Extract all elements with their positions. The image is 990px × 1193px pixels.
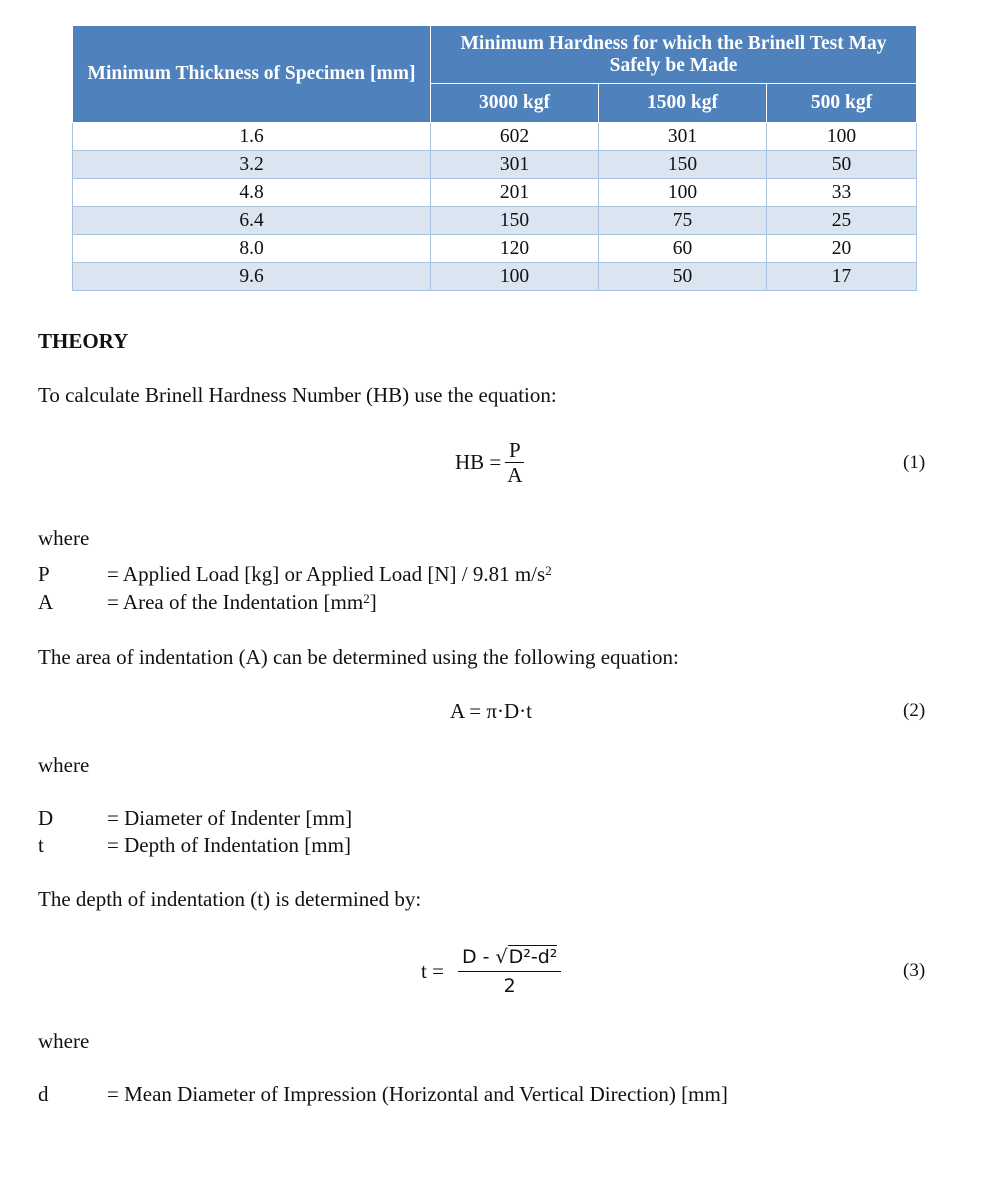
thickness-cell: 8.0 <box>73 235 431 263</box>
hardness-cell: 301 <box>431 151 599 179</box>
eq3-denominator: 2 <box>503 974 516 997</box>
hardness-cell: 201 <box>431 179 599 207</box>
hardness-cell: 17 <box>767 263 917 291</box>
eq1-numerator: P <box>509 437 521 462</box>
equation-3 <box>421 938 561 1004</box>
def-d-symbol: D <box>38 806 54 830</box>
thickness-cell: 3.2 <box>73 151 431 179</box>
hardness-cell: 60 <box>599 235 767 263</box>
table-row <box>73 263 917 291</box>
table-row <box>73 151 917 179</box>
hardness-cell: 50 <box>599 263 767 291</box>
eq3-lhs: t = <box>421 959 444 983</box>
def-d-text: = Diameter of Indenter [mm] <box>107 806 353 830</box>
eq1-number: (1) <box>903 452 926 473</box>
eq1-lhs: HB = <box>455 450 502 474</box>
eq1-denominator: A <box>507 462 523 487</box>
depth-intro: The depth of indentation (t) is determined by: <box>38 887 422 911</box>
hb-intro: To calculate Brinell Hardness Number (HB) use the equation: <box>38 383 557 407</box>
hardness-group-header: Minimum Hardness for which the Brinell Test May Safely be Made <box>431 26 917 84</box>
hardness-cell: 602 <box>431 123 599 151</box>
hardness-cell: 120 <box>431 235 599 263</box>
hardness-table <box>72 25 917 291</box>
table-row <box>73 123 917 151</box>
thickness-cell: 4.8 <box>73 179 431 207</box>
thickness-cell: 9.6 <box>73 263 431 291</box>
hardness-cell: 301 <box>599 123 767 151</box>
hardness-cell: 75 <box>599 207 767 235</box>
where-2: where <box>38 753 90 777</box>
eq3-numerator: D - √D²-d² <box>461 945 558 968</box>
hardness-cell: 33 <box>767 179 917 207</box>
def-p-text: = Applied Load [kg] or Applied Load [N] / 9.81 $m/s^2$ <box>107 562 552 586</box>
def-t-symbol: t <box>38 833 44 857</box>
thickness-cell: 1.6 <box>73 123 431 151</box>
table-row <box>73 179 917 207</box>
load-header-3000: 3000 kgf <box>431 84 599 123</box>
where-1: where <box>38 526 90 550</box>
hardness-cell: 25 <box>767 207 917 235</box>
hardness-cell: 150 <box>599 151 767 179</box>
theory-heading: THEORY <box>38 329 129 353</box>
hardness-cell: 100 <box>599 179 767 207</box>
eq1-fraction <box>505 438 524 487</box>
thickness-column-header: Minimum Thickness of Specimen [mm] <box>73 26 431 123</box>
load-header-500: 500 kgf <box>767 84 917 123</box>
where-3: where <box>38 1029 90 1053</box>
hardness-cell: 150 <box>431 207 599 235</box>
load-header-1500: 1500 kgf <box>599 84 767 123</box>
eq3-number: (3) <box>903 960 926 981</box>
hardness-cell: 50 <box>767 151 917 179</box>
area-intro: The area of indentation (A) can be determined using the following equation: <box>38 645 679 669</box>
hardness-cell: 100 <box>431 263 599 291</box>
def-a-symbol: A <box>38 590 54 614</box>
equation-1 <box>455 432 524 492</box>
def-p-symbol: P <box>38 562 50 586</box>
thickness-cell: 6.4 <box>73 207 431 235</box>
def-a-text: = Area of the Indentation $[mm^2]$ <box>107 590 377 614</box>
table-row <box>73 235 917 263</box>
equation-2: A = π·D·t <box>450 699 532 723</box>
hardness-cell: 20 <box>767 235 917 263</box>
def-dd-symbol: d <box>38 1082 49 1106</box>
eq3-fraction <box>458 945 561 998</box>
hardness-cell: 100 <box>767 123 917 151</box>
table-row <box>73 207 917 235</box>
def-dd-text: = Mean Diameter of Impression (Horizontal and Vertical Direction) [mm] <box>107 1082 728 1106</box>
def-t-text: = Depth of Indentation [mm] <box>107 833 351 857</box>
eq2-number: (2) <box>903 700 926 721</box>
